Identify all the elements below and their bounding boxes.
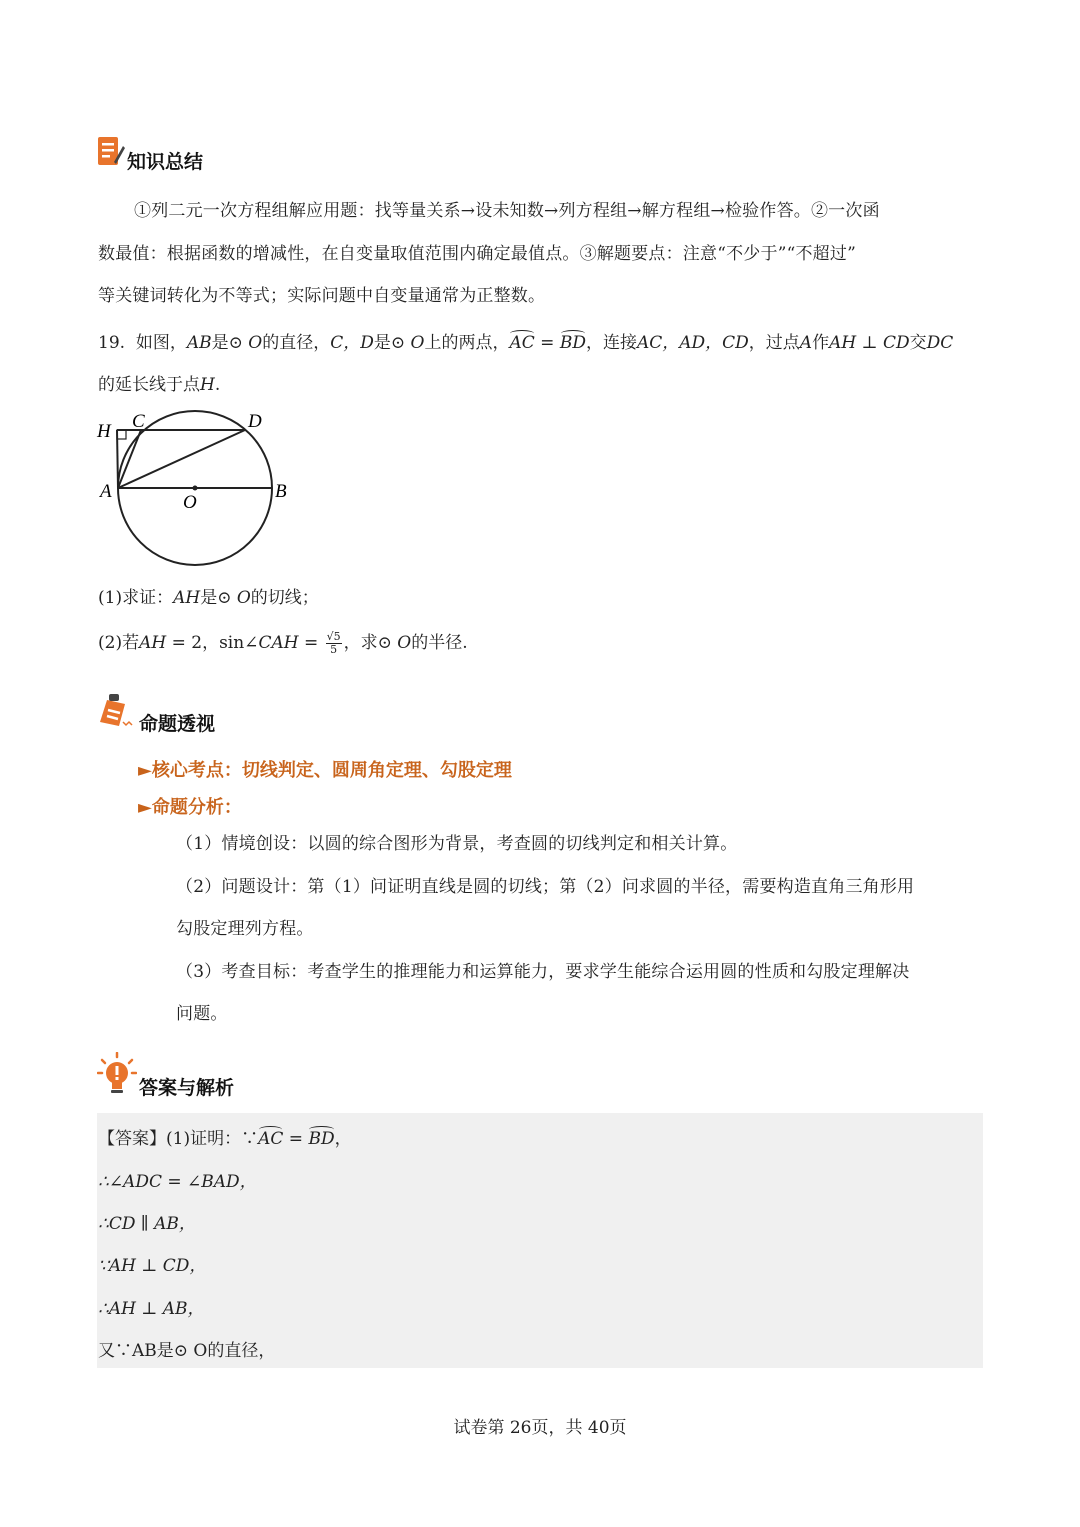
arc-ac: AC bbox=[258, 1129, 284, 1149]
fraction: $\frac{√5}{5}$ bbox=[326, 630, 341, 656]
answer-step: ∴CD ∥ AB， bbox=[98, 1214, 196, 1234]
sub-question-1: (1)求证：AH是⊙ O的切线； bbox=[98, 588, 319, 608]
analysis-line: （2）问题设计：第（1）问证明直线是圆的切线；第（2）问求圆的半径，需要构造直角三角形用 bbox=[176, 876, 915, 897]
analysis-body bbox=[176, 823, 988, 1036]
right-angle-mark bbox=[117, 430, 126, 439]
geometry-figure bbox=[95, 405, 305, 574]
answer-box bbox=[97, 1113, 983, 1368]
analysis-line: （3）考查目标：考查学生的推理能力和运算能力，要求学生能综合运用圆的性质和勾股定理解决 bbox=[176, 961, 910, 982]
answer-step: 又∵AB是⊙ O的直径， bbox=[98, 1341, 276, 1361]
label-d: D bbox=[248, 411, 262, 432]
arc-bd: BD bbox=[559, 333, 586, 353]
label-b: B bbox=[275, 481, 287, 502]
question-line-1: 19. 如图，AB是⊙ O的直径，C，D是⊙ O上的两点，AC = BD，连接AC，AD，CD，过点A作AH ⊥ CD交DC bbox=[98, 333, 954, 353]
clipboard-icon bbox=[97, 692, 137, 736]
center-point bbox=[193, 486, 198, 491]
sub-question-2: (2)若AH = 2，sin∠CAH = $\frac{√5}{5}$ ，求⊙ O的半径. bbox=[98, 630, 468, 656]
label-a: A bbox=[100, 481, 112, 502]
answer-line-1: 【答案】(1)证明：∵AC = BD， bbox=[98, 1129, 352, 1149]
answer-step: ∴AH ⊥ AB， bbox=[98, 1299, 205, 1319]
label-c: C bbox=[132, 411, 145, 432]
analysis-line: 勾股定理列方程。 bbox=[176, 919, 314, 939]
arc-ac: AC bbox=[509, 333, 535, 353]
page-footer: 试卷第 26页，共 40页 bbox=[453, 1418, 627, 1438]
section-title: 知识总结 bbox=[127, 151, 204, 173]
summary-line: 等关键词转化为不等式；实际问题中自变量通常为正整数。 bbox=[98, 286, 546, 306]
analysis-label: ►命题分析： bbox=[138, 797, 242, 818]
section-title: 命题透视 bbox=[139, 713, 216, 735]
lightbulb-icon bbox=[97, 1052, 137, 1100]
analysis-line: （1）情境创设：以圆的综合图形为背景，考查圆的切线判定和相关计算。 bbox=[176, 834, 738, 854]
section-heading-analysis bbox=[97, 692, 215, 736]
label-h: H bbox=[97, 421, 111, 442]
summary-line: ①列二元一次方程组解应用题：找等量关系→设未知数→列方程组→解方程组→检验作答。②一次函 bbox=[134, 201, 880, 221]
label-o: O bbox=[183, 492, 197, 513]
arc-bd: BD bbox=[308, 1129, 335, 1149]
question-line-2: 的延长线于点H. bbox=[98, 375, 221, 395]
section-heading-knowledge bbox=[97, 134, 203, 174]
section-heading-answer bbox=[97, 1052, 234, 1100]
note-pencil-icon bbox=[97, 134, 125, 174]
knowledge-summary bbox=[98, 190, 988, 318]
summary-line: 数最值：根据函数的增减性，在自变量取值范围内确定最值点。③解题要点：注意“不少于”“不超过” bbox=[98, 243, 856, 264]
core-points: ►核心考点：切线判定、圆周角定理、勾股定理 bbox=[138, 760, 512, 781]
answer-step: ∴∠ADC = ∠BAD， bbox=[98, 1172, 257, 1192]
analysis-line: 问题。 bbox=[176, 1004, 228, 1024]
answer-step: ∵AH ⊥ CD， bbox=[98, 1256, 207, 1276]
section-title: 答案与解析 bbox=[139, 1077, 235, 1099]
